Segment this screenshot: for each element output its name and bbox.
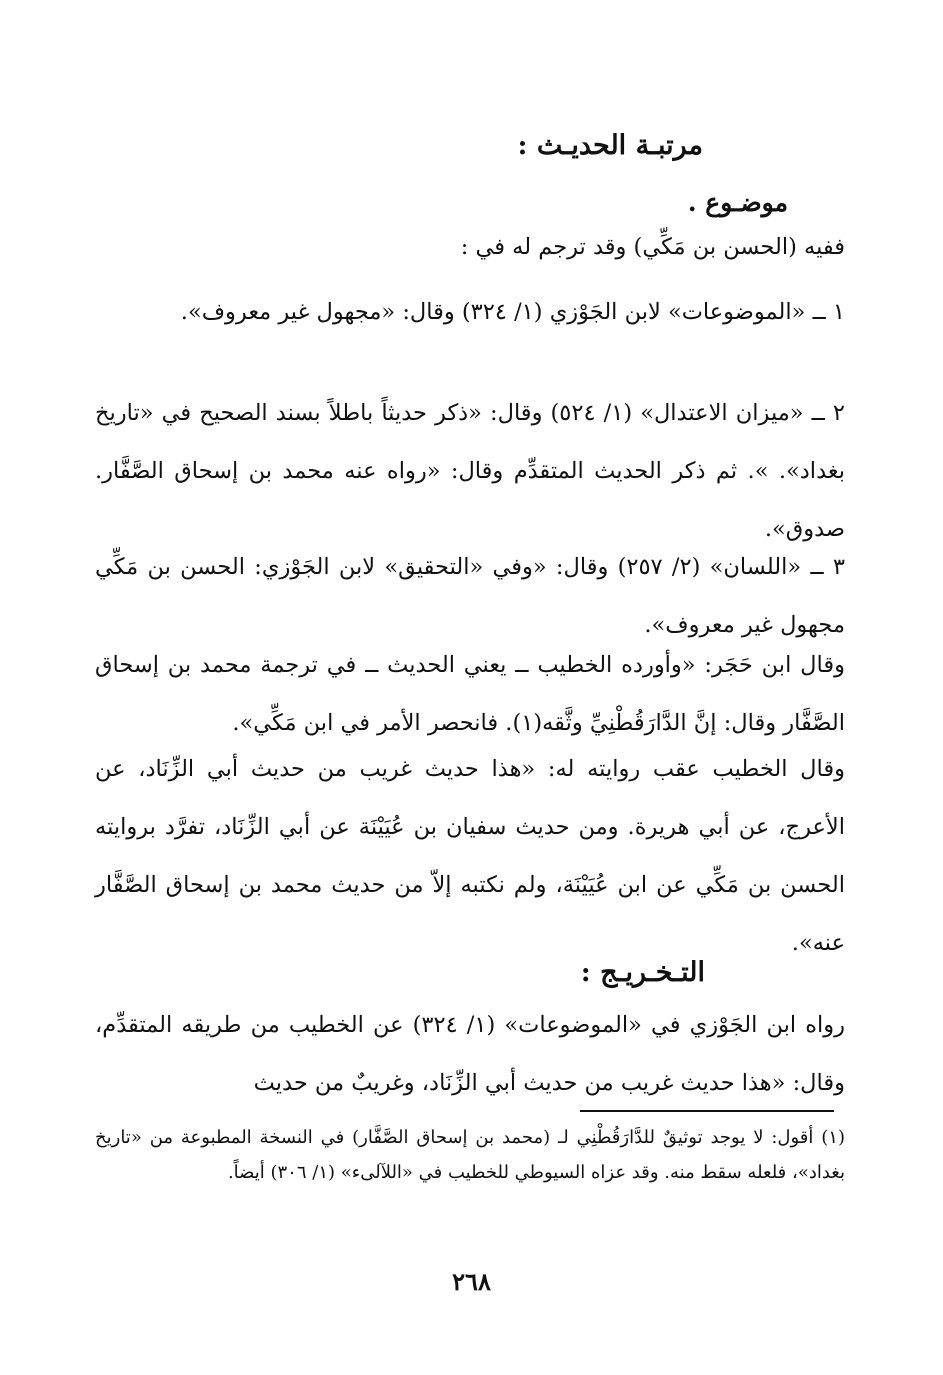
page-number: ٢٦٨: [452, 1267, 491, 1296]
takhrij-paragraph: رواه ابن الجَوْزي في «الموضوعات» (١/ ٣٢٤) عن الخطيب من طريقه المتقدِّم، وقال: «هذا حديث غريب من حديث أبي الزِّنَاد، وغريبٌ من حديث: [95, 1012, 846, 1096]
khatib-paragraph: وقال الخطيب عقب روايته له: «هذا حديث غريب من حديث أبي الزِّنَاد، عن الأعرج، عن أبي هريرة. ومن حديث سفيان بن عُيَيْنَة عن أبي الزِّنَاد، تفرَّد بروايته الحسن بن مَكِّي عن ابن عُيَيْنَة، ولم نكتبه إلاّ من حديث محمد بن إسحاق الصَّفَّار عنه».: [95, 756, 845, 956]
verdict-label: موضـوع .: [687, 188, 788, 217]
footnote: (١) أقول: لا يوجد توثيقٌ للدَّارَقُطْنِي لـ (محمد بن إسحاق الصَّفَّار) في النسخة المطبوعة من «تاريخ بغداد»، فلعله سقط منه. وقد عزاه السيوطي للخطيب في «اللآلىء» (١/ ٣٠٦) أيضاً.: [95, 1127, 845, 1183]
source-item-1: ١ ــ «الموضوعات» لابن الجَوْزي (١/ ٣٢٤) وقال: «مجهول غير معروف».: [180, 299, 845, 325]
ibn-hajar-paragraph: وقال ابن حَجَر: «وأورده الخطيب ــ يعني الحديث ــ في ترجمة محمد بن إسحاق الصَّفَّار وقال: إنَّ الدَّارَقُطْنِيِّ وثَّقه(١). فانحصر الأمر في ابن مَكِّي».: [95, 652, 845, 736]
section-heading-rank: مرتبـة الحديـث :: [517, 130, 703, 161]
section-heading-takhrij: التـخـريـج :: [580, 957, 705, 988]
source-item-3: ٣ ــ «اللسان» (٢/ ٢٥٧) وقال: «وفي «التحقيق» لابن الجَوْزي: الحسن بن مَكِّي مجهول غير معروف».: [95, 554, 845, 638]
intro-paragraph: ففيه (الحسن بن مَكِّي) وقد ترجم له في :: [460, 234, 845, 260]
footnote-divider: [580, 1110, 834, 1112]
source-item-2: ٢ ــ «ميزان الاعتدال» (١/ ٥٢٤) وقال: «ذكر حديثاً باطلاً بسند الصحيح في «تاريخ بغداد». ». ثم ذكر الحديث المتقدِّم وقال: «رواه عنه محمد بن إسحاق الصَّفَّار. صدوق».: [95, 400, 845, 542]
